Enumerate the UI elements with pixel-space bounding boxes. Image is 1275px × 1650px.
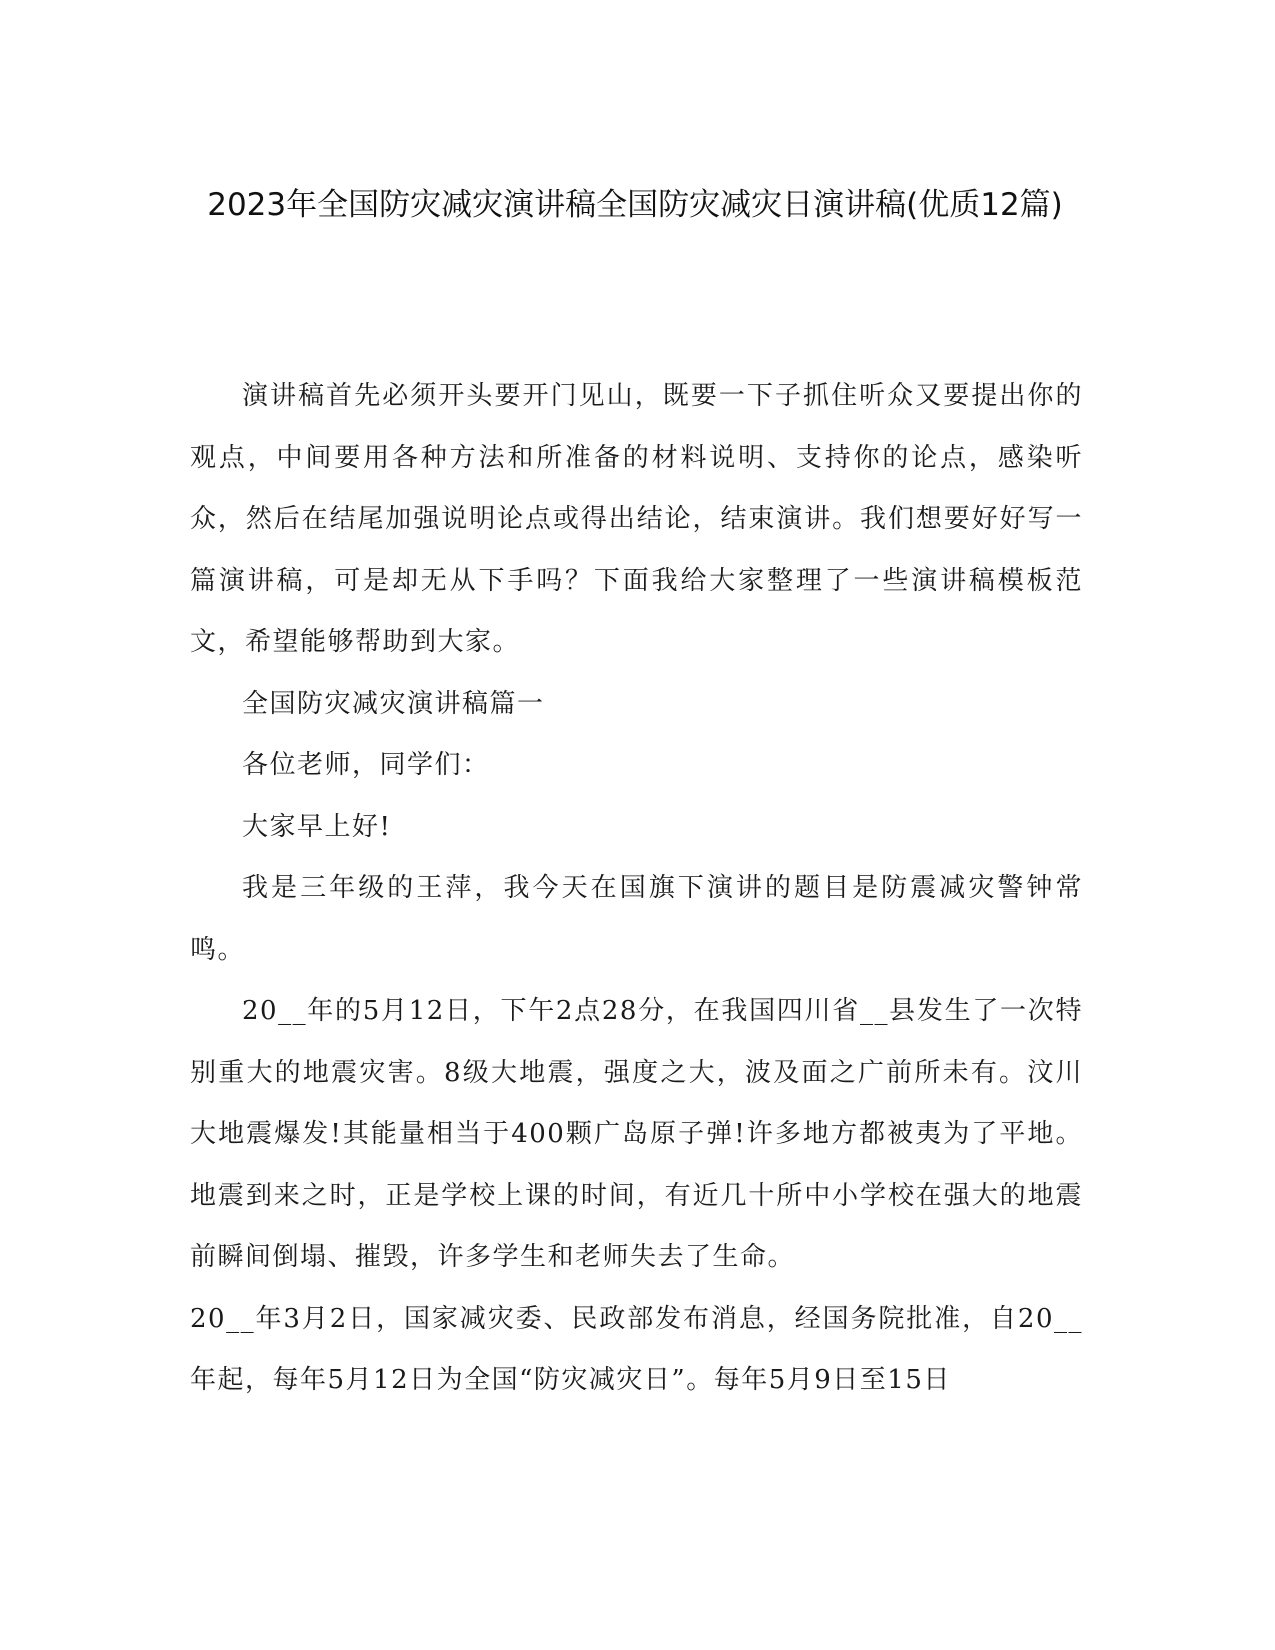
document-title: 2023年全国防灾减灾演讲稿全国防灾减灾日演讲稿(优质12篇)	[207, 187, 1063, 223]
greeting: 大家早上好!	[242, 811, 392, 842]
section-heading: 全国防灾减灾演讲稿篇一	[242, 688, 545, 719]
speech-paragraph: 20__年3月2日，国家减灾委、民政部发布消息，经国务院批准，自20__年起，每年5月12日为全国“防灾减灾日”。每年5月9日至15日	[190, 1303, 1083, 1395]
intro-paragraph: 演讲稿首先必须开头要开门见山，既要一下子抓住听众又要提出你的观点，中间要用各种方法和所准备的材料说明、支持你的论点，感染听众，然后在结尾加强说明论点或得出结论，结束演讲。我们想要好好写一篇演讲稿，可是却无从下手吗？下面我给大家整理了一些演讲稿模板范文，希望能够帮助到大家。	[190, 381, 1083, 657]
document-body	[190, 366, 1083, 1412]
speech-paragraph: 20__年的5月12日，下午2点28分，在我国四川省__县发生了一次特别重大的地震灾害。8级大地震，强度之大，波及面之广前所未有。汶川大地震爆发!其能量相当于400颗广岛原子弹!许多地方都被夷为了平地。地震到来之时，正是学校上课的时间，有近几十所中小学校在强大的地震前瞬间倒塌、摧毁，许多学生和老师失去了生命。	[190, 996, 1083, 1272]
speech-paragraph: 我是三年级的王萍，我今天在国旗下演讲的题目是防震减灾警钟常鸣。	[190, 873, 1083, 965]
salutation: 各位老师，同学们：	[242, 750, 490, 780]
